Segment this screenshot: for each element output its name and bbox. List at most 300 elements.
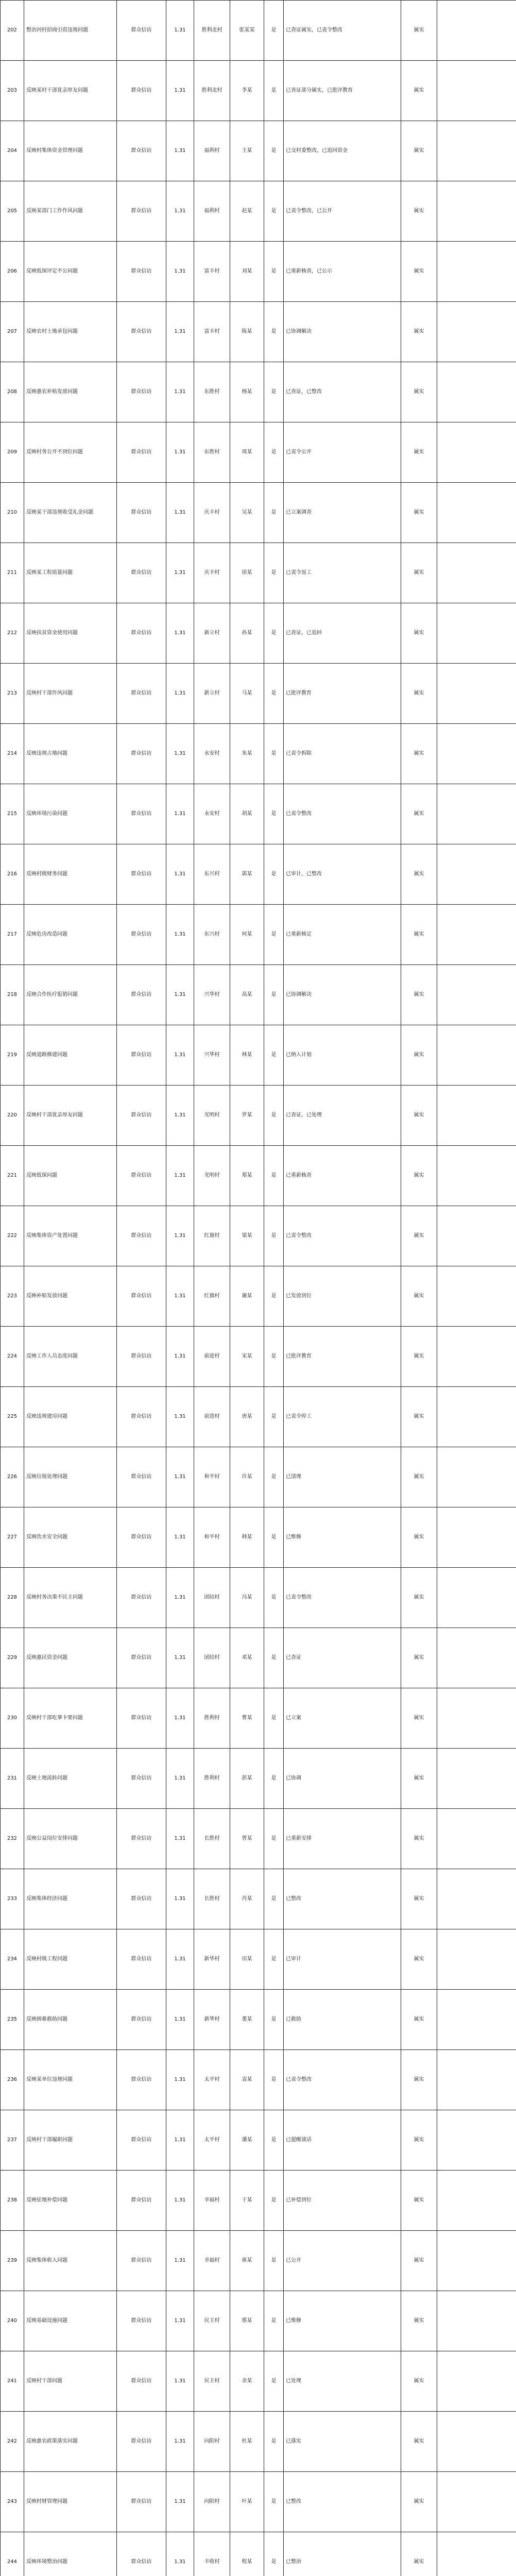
row-village: 新立村 [194,664,230,724]
row-person: 赵某 [230,181,264,242]
row-village: 富丰村 [194,242,230,302]
row-result: 已重新核定 [284,905,401,965]
row-status: 属实 [401,1507,437,1568]
table-row [1,181,516,242]
row-remark [437,2110,516,2171]
row-number: 237 [1,2110,24,2171]
row-status: 属实 [401,483,437,543]
row-date: 1.31 [166,1990,194,2050]
row-flag: 是 [264,905,284,965]
row-result: 已维修 [284,2291,401,2351]
row-type: 群众信访 [117,2351,166,2412]
table-row [1,2291,516,2351]
row-village: 东兴村 [194,844,230,905]
row-remark [437,483,516,543]
row-flag: 是 [264,1086,284,1146]
row-status: 属实 [401,965,437,1025]
row-flag: 是 [264,1387,284,1447]
row-date: 1.31 [166,1146,194,1206]
row-status: 属实 [401,422,437,483]
row-flag: 是 [264,1749,284,1809]
row-person: 杜某 [230,2412,264,2472]
row-date: 1.31 [166,1,194,61]
row-person: 郭某 [230,844,264,905]
row-village: 富丰村 [194,302,230,362]
row-person: 潘某 [230,2110,264,2171]
row-title: 反映环境整治问题 [24,2532,117,2576]
row-status: 属实 [401,664,437,724]
table-row [1,724,516,784]
table-row [1,1869,516,1929]
row-remark [437,121,516,181]
row-flag: 是 [264,784,284,844]
row-remark [437,2171,516,2231]
row-type: 群众信访 [117,2050,166,2110]
row-flag: 是 [264,2050,284,2110]
table-row [1,1809,516,1869]
row-result: 已批评教育 [284,1327,401,1387]
row-type: 群众信访 [117,61,166,121]
table-row [1,242,516,302]
row-flag: 是 [264,1869,284,1929]
row-status: 属实 [401,2110,437,2171]
row-title: 反映村级财务问题 [24,844,117,905]
row-result: 已重新核查 [284,1146,401,1206]
table-row [1,664,516,724]
row-village: 民主村 [194,2351,230,2412]
row-person: 彭某 [230,1749,264,1809]
row-title: 反映合作医疗报销问题 [24,965,117,1025]
row-number: 210 [1,483,24,543]
row-date: 1.31 [166,422,194,483]
row-status: 属实 [401,2050,437,2110]
row-date: 1.31 [166,2472,194,2532]
row-person: 肖某 [230,1869,264,1929]
row-flag: 是 [264,181,284,242]
row-date: 1.31 [166,302,194,362]
row-date: 1.31 [166,181,194,242]
row-status: 属实 [401,2472,437,2532]
table-row [1,1568,516,1628]
row-type: 群众信访 [117,1688,166,1749]
table-row [1,121,516,181]
row-remark [437,2351,516,2412]
row-date: 1.31 [166,905,194,965]
row-village: 兴华村 [194,1025,230,1086]
row-type: 群众信访 [117,603,166,664]
table-row [1,1266,516,1327]
row-village: 长胜村 [194,1869,230,1929]
row-flag: 是 [264,2110,284,2171]
row-person: 吴某 [230,483,264,543]
row-title: 反映某村干部优亲厚友问题 [24,61,117,121]
row-flag: 是 [264,1507,284,1568]
row-village: 永安村 [194,724,230,784]
row-status: 属实 [401,362,437,422]
row-number: 207 [1,302,24,362]
row-title: 反映某单位违规问题 [24,2050,117,2110]
row-number: 224 [1,1327,24,1387]
row-title: 反映村干部吃拿卡要问题 [24,1688,117,1749]
row-type: 群众信访 [117,1025,166,1086]
table-row [1,2171,516,2231]
row-flag: 是 [264,1990,284,2050]
row-date: 1.31 [166,1387,194,1447]
row-number: 225 [1,1387,24,1447]
row-remark [437,1507,516,1568]
row-village: 新华村 [194,1990,230,2050]
row-date: 1.31 [166,724,194,784]
row-remark [437,61,516,121]
row-village: 东胜村 [194,422,230,483]
row-village: 团结村 [194,1628,230,1688]
row-person: 朱某 [230,724,264,784]
row-flag: 是 [264,844,284,905]
row-number: 206 [1,242,24,302]
table-row [1,2050,516,2110]
row-date: 1.31 [166,1086,194,1146]
row-result: 已查证，已追回 [284,603,401,664]
row-remark [437,1,516,61]
row-date: 1.31 [166,1568,194,1628]
row-date: 1.31 [166,2291,194,2351]
table-row [1,483,516,543]
row-village: 永安村 [194,784,230,844]
row-result: 已责令整改 [284,1568,401,1628]
row-number: 243 [1,2472,24,2532]
row-status: 属实 [401,1749,437,1809]
row-remark [437,965,516,1025]
row-result: 已查证，已整改 [284,362,401,422]
row-person: 蔡某 [230,2291,264,2351]
row-village: 胜利村 [194,1749,230,1809]
row-status: 属实 [401,302,437,362]
row-status: 属实 [401,1327,437,1387]
row-status: 属实 [401,121,437,181]
row-remark [437,784,516,844]
row-flag: 是 [264,1025,284,1086]
row-number: 212 [1,603,24,664]
row-date: 1.31 [166,1206,194,1266]
row-person: 董某 [230,1990,264,2050]
row-status: 属实 [401,1,437,61]
row-flag: 是 [264,362,284,422]
row-flag: 是 [264,664,284,724]
row-remark [437,181,516,242]
row-title: 反映危房改造问题 [24,905,117,965]
row-type: 群众信访 [117,1929,166,1990]
row-result: 已重新核查，已公示 [284,242,401,302]
row-number: 216 [1,844,24,905]
row-type: 群众信访 [117,181,166,242]
row-date: 1.31 [166,1869,194,1929]
table-row [1,61,516,121]
row-result: 已提醒谈话 [284,2110,401,2171]
row-type: 群众信访 [117,1206,166,1266]
row-date: 1.31 [166,2412,194,2472]
row-title: 反映某工程质量问题 [24,543,117,603]
row-title: 反映土地流转问题 [24,1749,117,1809]
row-result: 已协调解决 [284,965,401,1025]
row-remark [437,1146,516,1206]
row-title: 反映困难救助问题 [24,1990,117,2050]
row-type: 群众信访 [117,784,166,844]
row-village: 和平村 [194,1507,230,1568]
row-status: 属实 [401,1568,437,1628]
row-date: 1.31 [166,2110,194,2171]
row-village: 红旗村 [194,1206,230,1266]
row-title: 反映饮水安全问题 [24,1507,117,1568]
row-status: 属实 [401,1266,437,1327]
row-flag: 是 [264,121,284,181]
row-flag: 是 [264,1327,284,1387]
row-title: 反映公益岗位安排问题 [24,1809,117,1869]
row-status: 属实 [401,603,437,664]
row-type: 群众信访 [117,121,166,181]
row-number: 229 [1,1628,24,1688]
row-status: 属实 [401,2351,437,2412]
row-result: 已责令整改 [284,2050,401,2110]
table-row [1,1507,516,1568]
row-type: 群众信访 [117,1869,166,1929]
row-number: 244 [1,2532,24,2576]
row-status: 属实 [401,1688,437,1749]
row-remark [437,1809,516,1869]
row-date: 1.31 [166,1809,194,1869]
row-flag: 是 [264,2231,284,2291]
row-result: 已责令停工 [284,1387,401,1447]
row-title: 反映道路修建问题 [24,1025,117,1086]
row-village: 福利村 [194,121,230,181]
row-remark [437,242,516,302]
row-flag: 是 [264,2412,284,2472]
row-status: 属实 [401,2171,437,2231]
row-date: 1.31 [166,2351,194,2412]
row-remark [437,1568,516,1628]
table-row [1,844,516,905]
row-title: 反映征地补偿问题 [24,2171,117,2231]
row-number: 215 [1,784,24,844]
row-person: 郑某 [230,1146,264,1206]
row-remark [437,1749,516,1809]
row-result: 已重新安排 [284,1809,401,1869]
row-date: 1.31 [166,483,194,543]
table-row [1,1025,516,1086]
row-date: 1.31 [166,61,194,121]
table-row [1,422,516,483]
row-date: 1.31 [166,2532,194,2576]
row-number: 209 [1,422,24,483]
row-village: 胜利村 [194,1688,230,1749]
row-person: 孙某 [230,603,264,664]
row-result: 已责令整改，已公开 [284,181,401,242]
row-person: 田某 [230,1929,264,1990]
row-number: 228 [1,1568,24,1628]
table-row [1,362,516,422]
row-result: 已发放到位 [284,1266,401,1327]
row-title: 反映扶贫资金使用问题 [24,603,117,664]
row-person: 余某 [230,2351,264,2412]
table-row [1,1688,516,1749]
table-body [1,1,516,2576]
row-result: 已责令返工 [284,543,401,603]
row-remark [437,1447,516,1507]
row-status: 属实 [401,905,437,965]
row-date: 1.31 [166,1929,194,1990]
table-row [1,543,516,603]
row-type: 群众信访 [117,302,166,362]
row-remark [437,2532,516,2576]
row-type: 群众信访 [117,1447,166,1507]
row-status: 属实 [401,784,437,844]
row-remark [437,2050,516,2110]
row-title: 反映村级工程问题 [24,1929,117,1990]
row-number: 242 [1,2412,24,2472]
row-number: 236 [1,2050,24,2110]
row-date: 1.31 [166,543,194,603]
row-village: 新立村 [194,603,230,664]
row-status: 属实 [401,1387,437,1447]
row-flag: 是 [264,2351,284,2412]
row-person: 程某 [230,2532,264,2576]
row-title: 反映村干部问题 [24,2351,117,2412]
row-type: 群众信访 [117,242,166,302]
row-type: 群众信访 [117,1749,166,1809]
row-type: 群众信访 [117,2472,166,2532]
table-row [1,2231,516,2291]
row-flag: 是 [264,2532,284,2576]
row-result: 已落实 [284,2412,401,2472]
row-title: 反映集体资产处置问题 [24,1206,117,1266]
table-row [1,2351,516,2412]
row-status: 属实 [401,1206,437,1266]
row-village: 兴华村 [194,965,230,1025]
row-remark [437,2412,516,2472]
row-status: 属实 [401,181,437,242]
table-row [1,1447,516,1507]
table-row [1,2472,516,2532]
row-date: 1.31 [166,965,194,1025]
row-village: 光明村 [194,1086,230,1146]
row-person: 梁某 [230,1206,264,1266]
row-number: 208 [1,362,24,422]
row-result: 已整改 [284,1869,401,1929]
row-village: 幸福村 [194,2231,230,2291]
row-number: 230 [1,1688,24,1749]
row-village: 丰收村 [194,2532,230,2576]
row-remark [437,543,516,603]
row-result: 已责令整改 [284,784,401,844]
row-flag: 是 [264,1266,284,1327]
row-remark [437,362,516,422]
row-type: 群众信访 [117,1086,166,1146]
row-remark [437,1929,516,1990]
row-status: 属实 [401,1929,437,1990]
row-number: 241 [1,2351,24,2412]
table-row [1,1327,516,1387]
table-row [1,1206,516,1266]
row-person: 唐某 [230,1387,264,1447]
row-remark [437,1206,516,1266]
row-village: 太平村 [194,2050,230,2110]
row-flag: 是 [264,1,284,61]
row-flag: 是 [264,483,284,543]
row-status: 属实 [401,2412,437,2472]
row-number: 220 [1,1086,24,1146]
row-village: 东兴村 [194,905,230,965]
row-title: 反映某干部违规收受礼金问题 [24,483,117,543]
row-type: 群众信访 [117,1809,166,1869]
row-type: 群众信访 [117,362,166,422]
row-type: 群众信访 [117,1146,166,1206]
row-status: 属实 [401,1990,437,2050]
table-row [1,784,516,844]
row-person: 曾某 [230,1809,264,1869]
row-date: 1.31 [166,1025,194,1086]
row-number: 219 [1,1025,24,1086]
row-type: 群众信访 [117,1387,166,1447]
row-flag: 是 [264,422,284,483]
row-flag: 是 [264,1447,284,1507]
row-result: 已整治 [284,2532,401,2576]
row-status: 属实 [401,2532,437,2576]
row-title: 反映低保评定不公问题 [24,242,117,302]
row-title: 反映村务决策不民主问题 [24,1568,117,1628]
row-title: 整治河村招商引资违规问题 [24,1,117,61]
row-flag: 是 [264,2171,284,2231]
row-type: 群众信访 [117,1,166,61]
row-flag: 是 [264,1568,284,1628]
row-flag: 是 [264,543,284,603]
row-person: 罗某 [230,1086,264,1146]
row-village: 东胜村 [194,362,230,422]
row-number: 214 [1,724,24,784]
row-person: 叶某 [230,2472,264,2532]
row-type: 群众信访 [117,1507,166,1568]
table-row [1,1387,516,1447]
row-person: 何某 [230,905,264,965]
table-row [1,1749,516,1809]
row-person: 陈某 [230,302,264,362]
row-result: 已责令公开 [284,422,401,483]
row-person: 宋某 [230,1327,264,1387]
row-number: 235 [1,1990,24,2050]
row-remark [437,905,516,965]
row-village: 民主村 [194,2291,230,2351]
row-number: 231 [1,1749,24,1809]
row-remark [437,724,516,784]
row-remark [437,1025,516,1086]
row-person: 张某某 [230,1,264,61]
row-title: 反映惠农政策落实问题 [24,2412,117,2472]
row-person: 谢某 [230,1266,264,1327]
row-title: 反映惠农补贴发放问题 [24,362,117,422]
row-result: 已处理 [284,2351,401,2412]
row-status: 属实 [401,2291,437,2351]
row-remark [437,2472,516,2532]
table-row [1,1146,516,1206]
row-remark [437,844,516,905]
row-village: 向阳村 [194,2412,230,2472]
table-row [1,1929,516,1990]
row-person: 周某 [230,422,264,483]
row-date: 1.31 [166,2231,194,2291]
row-village: 团结村 [194,1568,230,1628]
row-date: 1.31 [166,1688,194,1749]
row-number: 238 [1,2171,24,2231]
row-flag: 是 [264,1929,284,1990]
row-remark [437,664,516,724]
